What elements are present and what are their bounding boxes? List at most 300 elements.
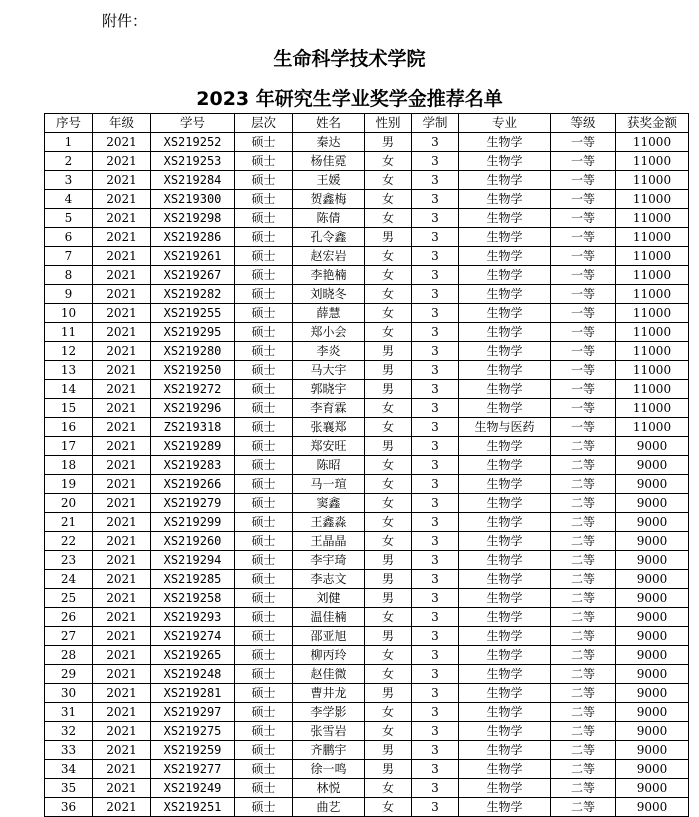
cell-gender: 女	[365, 475, 412, 494]
cell-level: 硕士	[235, 399, 293, 418]
cell-student-id: XS219279	[151, 494, 235, 513]
cell-grade-year: 2021	[93, 361, 151, 380]
cell-rank: 二等	[551, 684, 616, 703]
cell-level: 硕士	[235, 494, 293, 513]
cell-student-id: XS219248	[151, 665, 235, 684]
cell-major: 生物学	[459, 684, 551, 703]
cell-name: 林悦	[293, 779, 365, 798]
scholarship-table	[44, 113, 689, 817]
cell-gender: 男	[365, 551, 412, 570]
cell-grade-year: 2021	[93, 247, 151, 266]
cell-grade-year: 2021	[93, 665, 151, 684]
cell-major: 生物学	[459, 570, 551, 589]
cell-grade-year: 2021	[93, 133, 151, 152]
cell-amount: 9000	[616, 722, 689, 741]
cell-gender: 女	[365, 266, 412, 285]
cell-level: 硕士	[235, 760, 293, 779]
table-row	[45, 722, 689, 741]
cell-index: 4	[45, 190, 93, 209]
cell-index: 14	[45, 380, 93, 399]
cell-major: 生物学	[459, 437, 551, 456]
cell-gender: 女	[365, 152, 412, 171]
cell-gender: 女	[365, 513, 412, 532]
cell-student-id: XS219298	[151, 209, 235, 228]
cell-amount: 9000	[616, 570, 689, 589]
cell-amount: 11000	[616, 228, 689, 247]
cell-rank: 一等	[551, 361, 616, 380]
cell-gender: 女	[365, 209, 412, 228]
cell-amount: 11000	[616, 209, 689, 228]
cell-amount: 9000	[616, 513, 689, 532]
cell-level: 硕士	[235, 285, 293, 304]
cell-major: 生物学	[459, 494, 551, 513]
cell-grade-year: 2021	[93, 285, 151, 304]
cell-level: 硕士	[235, 627, 293, 646]
cell-level: 硕士	[235, 228, 293, 247]
table-row	[45, 665, 689, 684]
cell-rank: 一等	[551, 342, 616, 361]
header-grade-year: 年级	[93, 114, 151, 133]
header-rank: 等级	[551, 114, 616, 133]
cell-index: 9	[45, 285, 93, 304]
cell-name: 赵宏岩	[293, 247, 365, 266]
cell-gender: 女	[365, 608, 412, 627]
cell-index: 17	[45, 437, 93, 456]
cell-major: 生物与医药	[459, 418, 551, 437]
table-row	[45, 171, 689, 190]
table-row	[45, 760, 689, 779]
cell-index: 31	[45, 703, 93, 722]
cell-amount: 9000	[616, 608, 689, 627]
cell-rank: 一等	[551, 399, 616, 418]
cell-grade-year: 2021	[93, 323, 151, 342]
cell-rank: 二等	[551, 646, 616, 665]
cell-amount: 11000	[616, 342, 689, 361]
cell-gender: 男	[365, 342, 412, 361]
cell-gender: 女	[365, 532, 412, 551]
cell-rank: 二等	[551, 494, 616, 513]
cell-level: 硕士	[235, 722, 293, 741]
cell-grade-year: 2021	[93, 228, 151, 247]
cell-duration: 3	[412, 361, 459, 380]
cell-major: 生物学	[459, 475, 551, 494]
cell-amount: 9000	[616, 456, 689, 475]
cell-name: 秦达	[293, 133, 365, 152]
cell-gender: 女	[365, 665, 412, 684]
cell-duration: 3	[412, 437, 459, 456]
cell-amount: 9000	[616, 627, 689, 646]
cell-rank: 一等	[551, 152, 616, 171]
cell-level: 硕士	[235, 475, 293, 494]
cell-level: 硕士	[235, 608, 293, 627]
cell-duration: 3	[412, 133, 459, 152]
cell-level: 硕士	[235, 703, 293, 722]
cell-duration: 3	[412, 418, 459, 437]
cell-name: 李育霖	[293, 399, 365, 418]
cell-rank: 二等	[551, 570, 616, 589]
cell-major: 生物学	[459, 399, 551, 418]
table-row	[45, 798, 689, 817]
cell-gender: 男	[365, 741, 412, 760]
cell-gender: 女	[365, 190, 412, 209]
cell-name: 刘健	[293, 589, 365, 608]
cell-grade-year: 2021	[93, 798, 151, 817]
cell-student-id: XS219284	[151, 171, 235, 190]
cell-student-id: XS219293	[151, 608, 235, 627]
cell-grade-year: 2021	[93, 304, 151, 323]
cell-amount: 11000	[616, 133, 689, 152]
cell-rank: 一等	[551, 380, 616, 399]
cell-level: 硕士	[235, 133, 293, 152]
cell-level: 硕士	[235, 361, 293, 380]
cell-rank: 一等	[551, 285, 616, 304]
table-row	[45, 589, 689, 608]
cell-major: 生物学	[459, 247, 551, 266]
cell-gender: 男	[365, 437, 412, 456]
cell-index: 12	[45, 342, 93, 361]
cell-level: 硕士	[235, 646, 293, 665]
cell-index: 27	[45, 627, 93, 646]
document-title: 生命科学技术学院	[273, 48, 426, 70]
cell-amount: 9000	[616, 760, 689, 779]
cell-gender: 男	[365, 684, 412, 703]
cell-major: 生物学	[459, 779, 551, 798]
cell-name: 王晶晶	[293, 532, 365, 551]
cell-duration: 3	[412, 171, 459, 190]
cell-student-id: XS219258	[151, 589, 235, 608]
cell-duration: 3	[412, 570, 459, 589]
cell-index: 8	[45, 266, 93, 285]
cell-name: 刘晓冬	[293, 285, 365, 304]
cell-gender: 男	[365, 361, 412, 380]
cell-duration: 3	[412, 209, 459, 228]
header-major: 专业	[459, 114, 551, 133]
cell-name: 温佳楠	[293, 608, 365, 627]
cell-index: 22	[45, 532, 93, 551]
cell-grade-year: 2021	[93, 475, 151, 494]
cell-amount: 9000	[616, 589, 689, 608]
cell-amount: 9000	[616, 798, 689, 817]
cell-index: 19	[45, 475, 93, 494]
cell-index: 11	[45, 323, 93, 342]
table-row	[45, 133, 689, 152]
cell-amount: 11000	[616, 171, 689, 190]
cell-rank: 一等	[551, 209, 616, 228]
cell-gender: 女	[365, 323, 412, 342]
cell-name: 王鑫淼	[293, 513, 365, 532]
cell-gender: 女	[365, 494, 412, 513]
cell-grade-year: 2021	[93, 437, 151, 456]
cell-rank: 一等	[551, 418, 616, 437]
table-row	[45, 475, 689, 494]
cell-student-id: XS219299	[151, 513, 235, 532]
cell-rank: 二等	[551, 741, 616, 760]
cell-gender: 男	[365, 228, 412, 247]
cell-gender: 女	[365, 779, 412, 798]
cell-amount: 9000	[616, 646, 689, 665]
cell-major: 生物学	[459, 741, 551, 760]
cell-amount: 9000	[616, 665, 689, 684]
cell-student-id: XS219255	[151, 304, 235, 323]
cell-level: 硕士	[235, 380, 293, 399]
cell-grade-year: 2021	[93, 608, 151, 627]
cell-name: 邵亚旭	[293, 627, 365, 646]
cell-major: 生物学	[459, 513, 551, 532]
cell-name: 陈昭	[293, 456, 365, 475]
cell-level: 硕士	[235, 513, 293, 532]
cell-rank: 二等	[551, 703, 616, 722]
cell-amount: 9000	[616, 684, 689, 703]
cell-name: 赵佳微	[293, 665, 365, 684]
cell-student-id: XS219252	[151, 133, 235, 152]
cell-duration: 3	[412, 589, 459, 608]
cell-duration: 3	[412, 760, 459, 779]
cell-grade-year: 2021	[93, 418, 151, 437]
cell-name: 柳丙玲	[293, 646, 365, 665]
cell-name: 李学影	[293, 703, 365, 722]
cell-student-id: XS219283	[151, 456, 235, 475]
cell-major: 生物学	[459, 285, 551, 304]
cell-student-id: XS219282	[151, 285, 235, 304]
cell-duration: 3	[412, 608, 459, 627]
cell-gender: 男	[365, 380, 412, 399]
cell-rank: 二等	[551, 798, 616, 817]
cell-name: 郑小会	[293, 323, 365, 342]
cell-name: 郑安旺	[293, 437, 365, 456]
cell-rank: 二等	[551, 437, 616, 456]
cell-index: 32	[45, 722, 93, 741]
cell-level: 硕士	[235, 456, 293, 475]
cell-amount: 11000	[616, 247, 689, 266]
cell-name: 李宇琦	[293, 551, 365, 570]
cell-amount: 9000	[616, 475, 689, 494]
cell-level: 硕士	[235, 798, 293, 817]
cell-duration: 3	[412, 323, 459, 342]
cell-duration: 3	[412, 190, 459, 209]
cell-gender: 女	[365, 456, 412, 475]
cell-name: 杨佳霓	[293, 152, 365, 171]
cell-duration: 3	[412, 798, 459, 817]
cell-amount: 9000	[616, 779, 689, 798]
cell-student-id: XS219272	[151, 380, 235, 399]
document-subtitle: 2023 年研究生学业奖学金推荐名单	[196, 88, 503, 110]
table-row	[45, 437, 689, 456]
cell-name: 陈倩	[293, 209, 365, 228]
cell-duration: 3	[412, 741, 459, 760]
cell-duration: 3	[412, 722, 459, 741]
cell-level: 硕士	[235, 665, 293, 684]
table-row	[45, 399, 689, 418]
table-row	[45, 551, 689, 570]
cell-index: 3	[45, 171, 93, 190]
table-row	[45, 532, 689, 551]
cell-rank: 一等	[551, 190, 616, 209]
cell-index: 29	[45, 665, 93, 684]
cell-index: 13	[45, 361, 93, 380]
cell-name: 马一瑄	[293, 475, 365, 494]
cell-grade-year: 2021	[93, 722, 151, 741]
cell-student-id: XS219297	[151, 703, 235, 722]
cell-grade-year: 2021	[93, 266, 151, 285]
cell-duration: 3	[412, 456, 459, 475]
cell-student-id: XS219295	[151, 323, 235, 342]
cell-major: 生物学	[459, 323, 551, 342]
cell-grade-year: 2021	[93, 209, 151, 228]
cell-amount: 11000	[616, 190, 689, 209]
cell-name: 马大宇	[293, 361, 365, 380]
cell-level: 硕士	[235, 190, 293, 209]
cell-amount: 9000	[616, 703, 689, 722]
table-row	[45, 703, 689, 722]
cell-name: 齐鹏宇	[293, 741, 365, 760]
table-row	[45, 361, 689, 380]
cell-duration: 3	[412, 152, 459, 171]
cell-rank: 一等	[551, 171, 616, 190]
cell-name: 李炎	[293, 342, 365, 361]
cell-gender: 女	[365, 703, 412, 722]
cell-duration: 3	[412, 627, 459, 646]
table-row	[45, 570, 689, 589]
cell-grade-year: 2021	[93, 152, 151, 171]
cell-duration: 3	[412, 380, 459, 399]
cell-amount: 9000	[616, 494, 689, 513]
cell-grade-year: 2021	[93, 380, 151, 399]
cell-index: 34	[45, 760, 93, 779]
cell-rank: 二等	[551, 589, 616, 608]
cell-gender: 女	[365, 722, 412, 741]
cell-grade-year: 2021	[93, 779, 151, 798]
cell-duration: 3	[412, 665, 459, 684]
cell-major: 生物学	[459, 361, 551, 380]
cell-grade-year: 2021	[93, 760, 151, 779]
cell-name: 曲艺	[293, 798, 365, 817]
table-row	[45, 646, 689, 665]
cell-rank: 二等	[551, 627, 616, 646]
cell-duration: 3	[412, 703, 459, 722]
cell-student-id: XS219253	[151, 152, 235, 171]
table-row	[45, 266, 689, 285]
cell-student-id: XS219249	[151, 779, 235, 798]
cell-student-id: XS219277	[151, 760, 235, 779]
header-amount: 获奖金额	[616, 114, 689, 133]
cell-index: 6	[45, 228, 93, 247]
cell-name: 王媛	[293, 171, 365, 190]
table-row	[45, 418, 689, 437]
cell-rank: 二等	[551, 760, 616, 779]
cell-rank: 二等	[551, 665, 616, 684]
cell-student-id: ZS219318	[151, 418, 235, 437]
cell-index: 16	[45, 418, 93, 437]
cell-amount: 9000	[616, 741, 689, 760]
table-body	[45, 133, 689, 817]
cell-level: 硕士	[235, 684, 293, 703]
cell-major: 生物学	[459, 456, 551, 475]
attachment-label: 附件：	[102, 12, 148, 30]
cell-level: 硕士	[235, 152, 293, 171]
cell-student-id: XS219300	[151, 190, 235, 209]
table-row	[45, 456, 689, 475]
table-row	[45, 228, 689, 247]
cell-amount: 11000	[616, 399, 689, 418]
table-row	[45, 608, 689, 627]
cell-index: 10	[45, 304, 93, 323]
cell-rank: 一等	[551, 266, 616, 285]
cell-level: 硕士	[235, 304, 293, 323]
cell-duration: 3	[412, 513, 459, 532]
cell-gender: 女	[365, 304, 412, 323]
cell-name: 徐一鸣	[293, 760, 365, 779]
header-gender: 性别	[365, 114, 412, 133]
cell-major: 生物学	[459, 627, 551, 646]
cell-student-id: XS219296	[151, 399, 235, 418]
cell-duration: 3	[412, 684, 459, 703]
cell-gender: 男	[365, 570, 412, 589]
cell-grade-year: 2021	[93, 684, 151, 703]
cell-major: 生物学	[459, 722, 551, 741]
cell-duration: 3	[412, 228, 459, 247]
cell-duration: 3	[412, 399, 459, 418]
cell-name: 李志文	[293, 570, 365, 589]
cell-level: 硕士	[235, 437, 293, 456]
cell-level: 硕士	[235, 551, 293, 570]
table-row	[45, 247, 689, 266]
cell-level: 硕士	[235, 418, 293, 437]
cell-amount: 11000	[616, 285, 689, 304]
cell-duration: 3	[412, 646, 459, 665]
cell-grade-year: 2021	[93, 494, 151, 513]
cell-major: 生物学	[459, 133, 551, 152]
cell-major: 生物学	[459, 266, 551, 285]
cell-major: 生物学	[459, 760, 551, 779]
cell-major: 生物学	[459, 342, 551, 361]
cell-student-id: XS219285	[151, 570, 235, 589]
cell-student-id: XS219286	[151, 228, 235, 247]
cell-grade-year: 2021	[93, 646, 151, 665]
cell-gender: 女	[365, 247, 412, 266]
cell-name: 郭晓宇	[293, 380, 365, 399]
cell-amount: 11000	[616, 266, 689, 285]
cell-duration: 3	[412, 266, 459, 285]
cell-amount: 9000	[616, 532, 689, 551]
header-level: 层次	[235, 114, 293, 133]
cell-gender: 男	[365, 760, 412, 779]
table-row	[45, 513, 689, 532]
cell-major: 生物学	[459, 551, 551, 570]
header-student-id: 学号	[151, 114, 235, 133]
cell-rank: 一等	[551, 323, 616, 342]
cell-major: 生物学	[459, 209, 551, 228]
table-row	[45, 304, 689, 323]
cell-index: 35	[45, 779, 93, 798]
cell-rank: 二等	[551, 532, 616, 551]
cell-student-id: XS219281	[151, 684, 235, 703]
cell-rank: 二等	[551, 722, 616, 741]
cell-index: 26	[45, 608, 93, 627]
cell-amount: 9000	[616, 551, 689, 570]
cell-grade-year: 2021	[93, 171, 151, 190]
cell-major: 生物学	[459, 171, 551, 190]
cell-level: 硕士	[235, 570, 293, 589]
cell-major: 生物学	[459, 380, 551, 399]
cell-index: 25	[45, 589, 93, 608]
cell-student-id: XS219260	[151, 532, 235, 551]
cell-major: 生物学	[459, 703, 551, 722]
cell-rank: 二等	[551, 513, 616, 532]
cell-duration: 3	[412, 475, 459, 494]
cell-grade-year: 2021	[93, 342, 151, 361]
table-row	[45, 494, 689, 513]
cell-duration: 3	[412, 342, 459, 361]
